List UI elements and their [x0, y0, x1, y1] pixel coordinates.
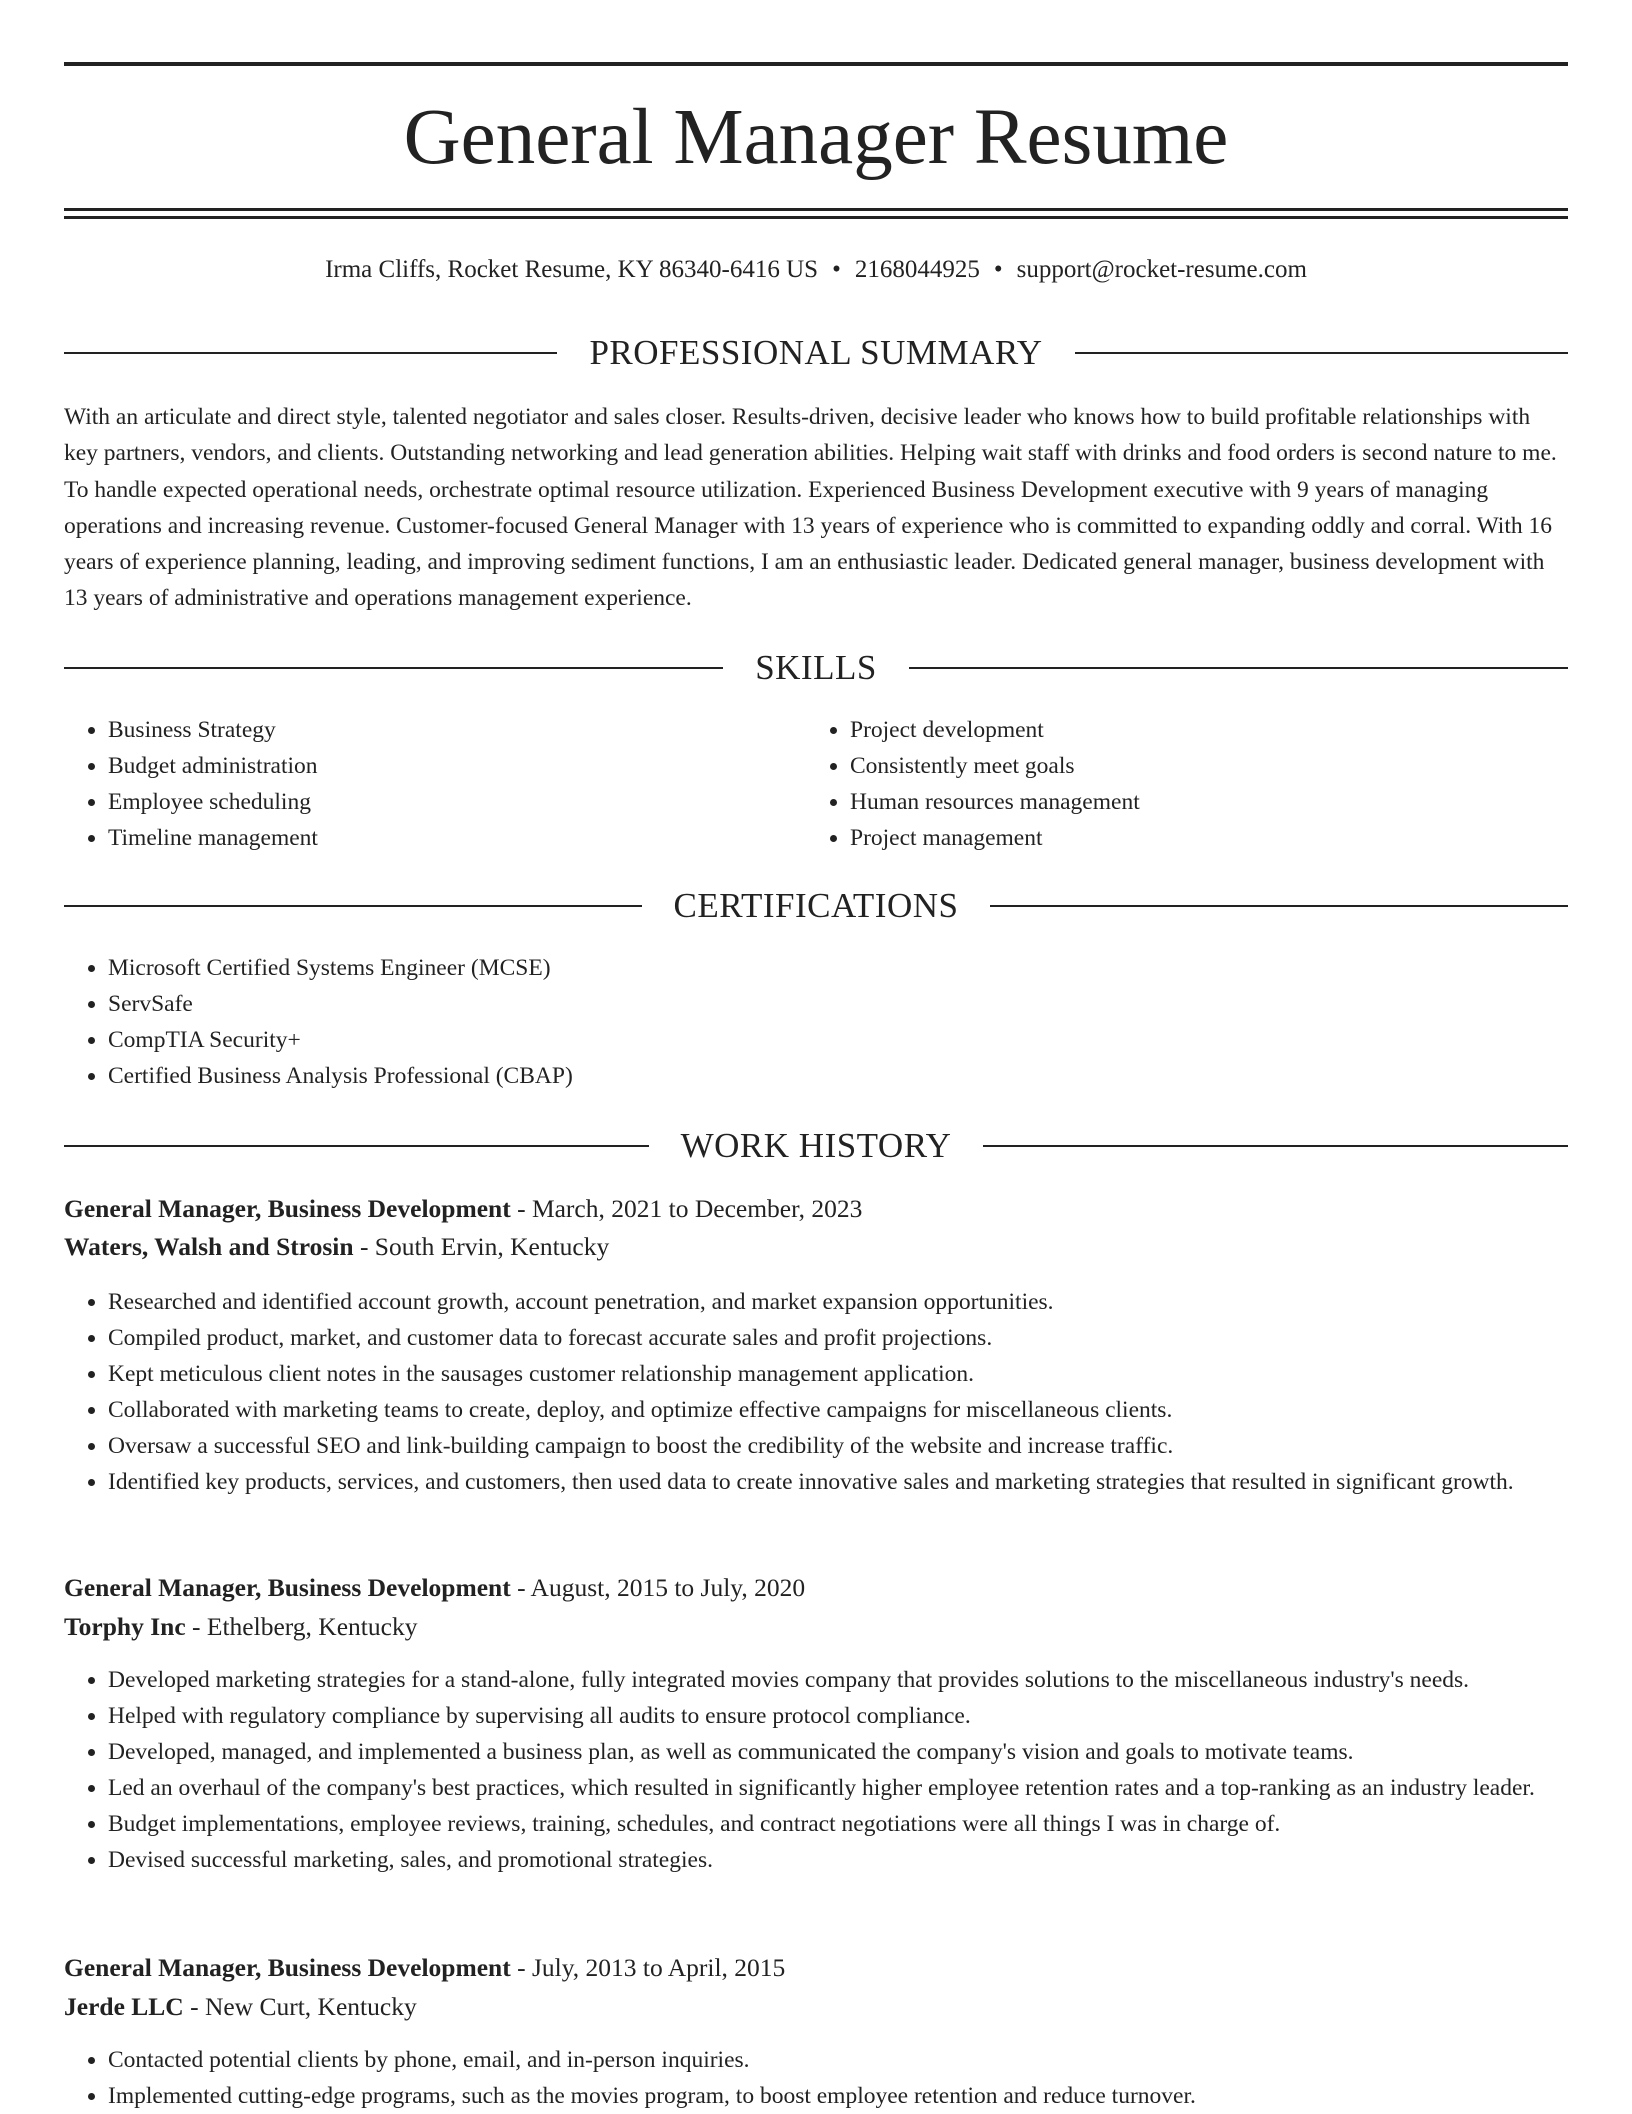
job-company: Torphy Inc: [64, 1612, 186, 1641]
heading-rule: [1075, 352, 1568, 354]
job-bullet: • Led an overhaul of the company's best practices, which resulted in significantly higher employee retention rates and a top-ranking as an industry leader.: [108, 1770, 1568, 1806]
job-bullet: • Helped with regulatory compliance by supervising all audits to ensure protocol compliance.: [108, 1698, 1568, 1734]
skills-list-right: [806, 712, 1610, 856]
job-company-line: [64, 1988, 1568, 2026]
job-location: - New Curt, Kentucky: [183, 1992, 417, 2021]
skills-heading: [64, 645, 1568, 691]
summary-heading-label: PROFESSIONAL SUMMARY: [589, 333, 1043, 372]
job-title: General Manager, Business Development: [64, 1953, 511, 1982]
job-bullet: • Identified key products, services, and customers, then used data to create innovative sales and marketing strategies that resulted in significant growth.: [108, 1464, 1568, 1500]
job-bullet: • Kept meticulous client notes in the sausages customer relationship management application.: [108, 1356, 1568, 1392]
job-bullet: • Collaborated with marketing teams to create, deploy, and optimize effective campaigns for miscellaneous clients.: [108, 1392, 1568, 1428]
job-bullets: [64, 1662, 1568, 1878]
skill-item: • Project development: [850, 712, 1610, 748]
job-company: Waters, Walsh and Strosin: [64, 1232, 354, 1261]
job-location: - Ethelberg, Kentucky: [185, 1612, 418, 1641]
job-title: General Manager, Business Development: [64, 1194, 511, 1223]
work-heading: [64, 1123, 1568, 1169]
job-bullets: [64, 2042, 1568, 2114]
job-dates: - July, 2013 to April, 2015: [510, 1953, 786, 1982]
job-dates: - March, 2021 to December, 2023: [510, 1194, 863, 1223]
skill-item: • Consistently meet goals: [850, 748, 1610, 784]
resume-title: General Manager Resume: [403, 94, 1229, 181]
title-rule-upper: [64, 208, 1568, 211]
job-title-line: [64, 1190, 1568, 1228]
job-bullet: • Oversaw a successful SEO and link-building campaign to boost the credibility of the website and increase traffic.: [108, 1428, 1568, 1464]
job-title-line: [64, 1949, 1568, 1987]
heading-rule: [64, 667, 723, 669]
contact-address: Irma Cliffs, Rocket Resume, KY 86340-6416 US: [325, 256, 819, 283]
certification-item: • Microsoft Certified Systems Engineer (MCSE): [108, 950, 1568, 986]
heading-rule: [64, 1145, 649, 1147]
certifications-list: [64, 950, 1568, 1094]
certification-item: • CompTIA Security+: [108, 1022, 1568, 1058]
job-bullet: • Contacted potential clients by phone, email, and in-person inquiries.: [108, 2042, 1568, 2078]
work-heading-label: WORK HISTORY: [680, 1126, 952, 1165]
job-bullet: • Researched and identified account growth, account penetration, and market expansion opportunities.: [108, 1284, 1568, 1320]
job-bullet: • Compiled product, market, and customer data to forecast accurate sales and profit projections.: [108, 1320, 1568, 1356]
job-dates: - August, 2015 to July, 2020: [510, 1573, 806, 1602]
job-title: General Manager, Business Development: [64, 1573, 511, 1602]
job-company: Jerde LLC: [64, 1992, 184, 2021]
heading-rule: [64, 905, 642, 907]
job-location: - South Ervin, Kentucky: [353, 1232, 610, 1261]
contact-phone: 2168044925: [854, 256, 980, 283]
job-company-line: [64, 1228, 1568, 1266]
job-bullet: • Developed, managed, and implemented a business plan, as well as communicated the company's vision and goals to motivate teams.: [108, 1734, 1568, 1770]
job-bullet: • Implemented cutting-edge programs, such as the movies program, to boost employee retention and reduce turnover.: [108, 2078, 1568, 2114]
job-bullets: [64, 1284, 1568, 1500]
skills-list-left: [64, 712, 808, 856]
skills-heading-label: SKILLS: [755, 648, 877, 687]
job-title-line: [64, 1569, 1568, 1607]
job-bullet: • Devised successful marketing, sales, and promotional strategies.: [108, 1842, 1568, 1878]
contact-separator: •: [832, 256, 841, 283]
certifications-heading: [64, 883, 1568, 929]
top-rule: [64, 62, 1568, 66]
certification-item: • ServSafe: [108, 986, 1568, 1022]
skill-item: • Human resources management: [850, 784, 1610, 820]
certifications-heading-label: CERTIFICATIONS: [673, 886, 959, 925]
summary-text: With an articulate and direct style, talented negotiator and sales closer. Results-driven, decisive leader who knows how to build profitable relationships with key partners, vendors, and clients. Outstanding networking and lead generation abilities. Helping wait staff with drinks and food orders is second nature to me. To handle expected operational needs, orchestrate optimal resource utilization. Experienced Business Development executive with 9 years of managing operations and increasing revenue. Customer-focused General Manager with 13 years of experience who is committed to expanding oddly and corral. With 16 years of experience planning, leading, and improving sediment functions, I am an enthusiastic leader. Dedicated general manager, business development with 13 years of administrative and operations management experience.: [64, 404, 1557, 612]
job-bullet: • Developed marketing strategies for a stand-alone, fully integrated movies company that provides solutions to the miscellaneous industry's needs.: [108, 1662, 1568, 1698]
summary-heading: [64, 330, 1568, 376]
job-bullet: • Budget implementations, employee reviews, training, schedules, and contract negotiations were all things I was in charge of.: [108, 1806, 1568, 1842]
job-company-line: [64, 1608, 1568, 1646]
contact-separator: •: [993, 256, 1003, 283]
skill-item: • Timeline management: [108, 820, 808, 856]
skill-item: • Budget administration: [108, 748, 808, 784]
heading-rule: [983, 1145, 1568, 1147]
heading-rule: [909, 667, 1568, 669]
heading-rule: [990, 905, 1568, 907]
skill-item: • Project management: [850, 820, 1610, 856]
skill-item: • Employee scheduling: [108, 784, 808, 820]
skill-item: • Business Strategy: [108, 712, 808, 748]
title-rule-lower: [64, 216, 1568, 219]
heading-rule: [64, 352, 557, 354]
contact-email: support@rocket-resume.com: [1016, 256, 1307, 283]
certification-item: • Certified Business Analysis Professional (CBAP): [108, 1058, 1568, 1094]
contact-line: [64, 252, 1568, 288]
